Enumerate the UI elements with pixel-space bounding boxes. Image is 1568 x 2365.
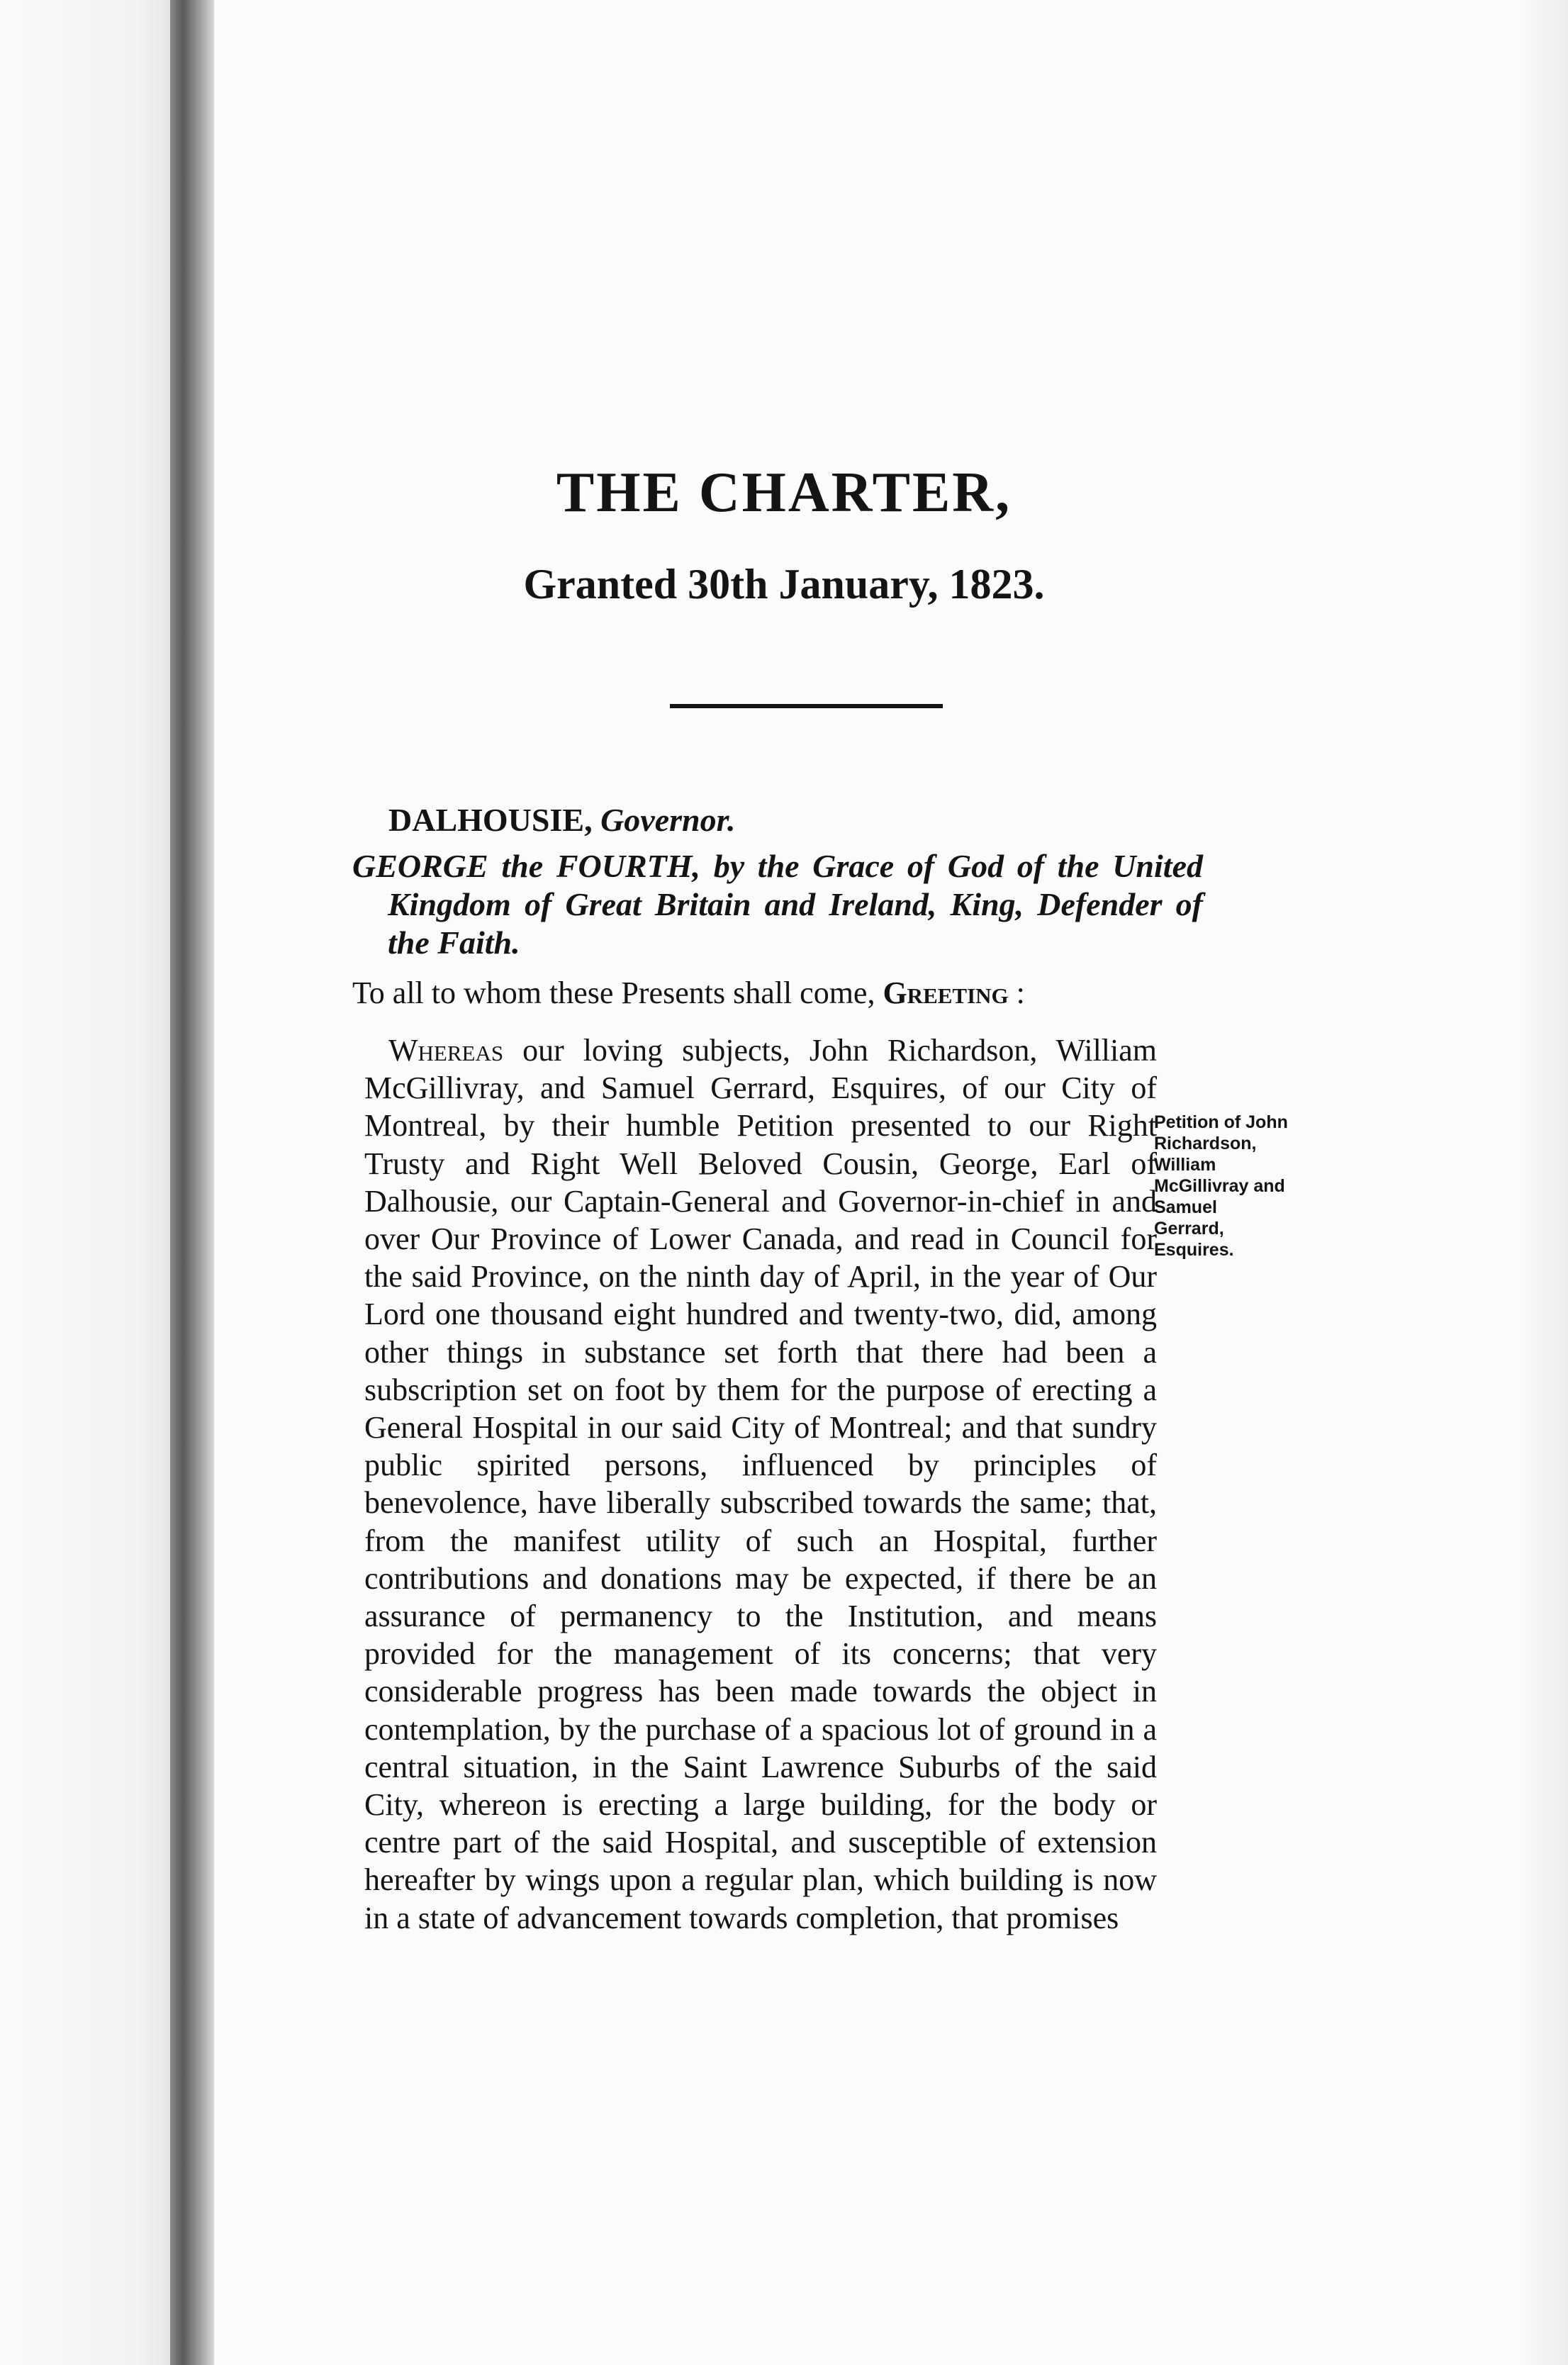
margin-note: Petition of John Richardson, William McGillivray and Samuel Gerrard, Esquires. [1154,1112,1288,1260]
document-title: THE CHARTER, [556,462,1012,524]
greeting-prefix: To all to whom these Presents shall come, [352,975,875,1010]
greeting-word: Greeting [883,975,1009,1010]
book-spine-shadow [170,0,214,2365]
governor-line [388,801,735,839]
governor-role: Governor. [600,802,736,838]
page-edge [1518,0,1568,2365]
greeting-line [352,975,1025,1011]
greeting-suffix: : [1016,975,1025,1010]
title-rule [670,704,943,708]
governor-name: DALHOUSIE, [388,802,593,838]
king-line: GEORGE the FOURTH, by the Grace of God of the United Kingdom of Great Britain and Ireland, King, Defender of the Faith. [352,848,1203,961]
body-lead-word: Whereas [388,1033,504,1068]
facing-page [0,0,170,2365]
document-subtitle: Granted 30th January, 1823. [523,561,1045,608]
charter-body-paragraph [364,1031,1157,1937]
body-text: our loving subjects, John Richardson, William McGillivray, and Samuel Gerrard, Esquires, of our City of Montreal, by their humble Petition presented to our Right Trusty and Right Well Beloved Cousin, George, Earl of Dalhousie, our Captain-General and Governor-in-chief in and over Our Province of Lower Canada, and read in Council for the said Province, on the ninth day of April, in the year of Our Lord one thousand eight hundred and twenty-two, did, among other things in substance set forth that there had been a subscription set on foot by them for the purpose of erecting a General Hospital in our said City of Montreal; and that sundry public spirited persons, influenced by principles of benevolence, have liberally subscribed towards the same; that, from the manifest utility of such an Hospital, further contributions and donations may be expected, if there be an assurance of permanency to the Institution, and means provided for the management of its concerns; that very considerable progress has been made towards the object in contemplation, by the purchase of a spacious lot of ground in a central situation, in the Saint Lawrence Suburbs of the said City, whereon is erecting a large building, for the body or centre part of the said Hospital, and susceptible of extension hereafter by wings upon a regular plan, which building is now in a state of advancement towards completion, that promises [364,1033,1157,1935]
